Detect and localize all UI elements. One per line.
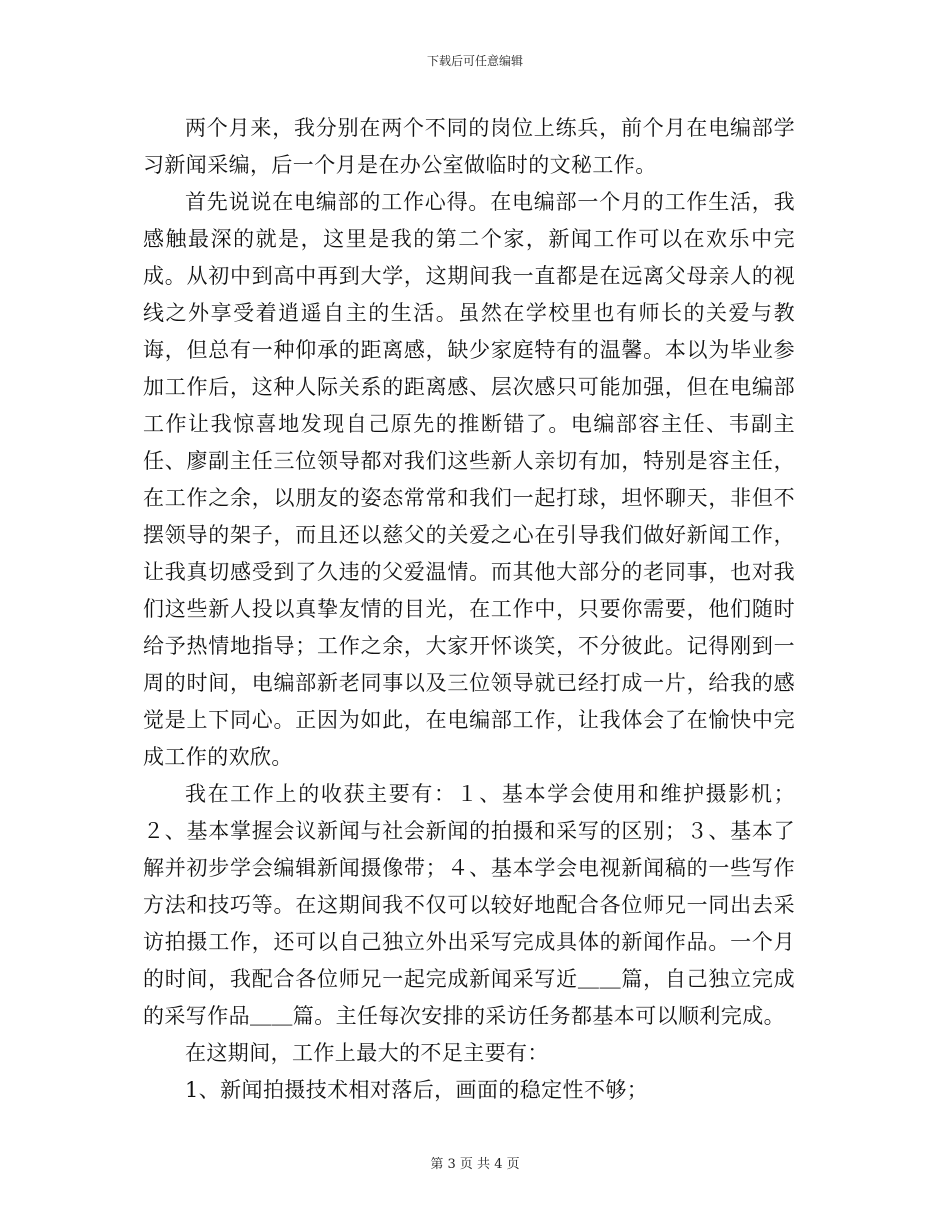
page-footer: 第 3 页 共 4 页 xyxy=(430,1157,520,1172)
paragraph-shortcoming-1: 1、新闻拍摄技术相对落后，画面的稳定性不够； xyxy=(185,1078,649,1102)
paragraph-intro: 两个月来，我分别在两个不同的岗位上练兵，前个月在电编部学习新闻采编，后一个月是在办公室做临时的文秘工作。 xyxy=(143,116,795,177)
paragraph-gains: 我在工作上的收获主要有：１、基本学会使用和维护摄影机；２、基本掌握会议新闻与社会新闻的拍摄和采写的区别；３、基本了解并初步学会编辑新闻摄像带；４、基本学会电视新闻稿的一些写作方法和技巧等。在这期间我不仅可以较好地配合各位师兄一同出去采访拍摄工作，还可以自己独立外出采写完成具体的新闻作品。一个月的时间，我配合各位师兄一起完成新闻采写近＿＿篇，自己独立完成的采写作品＿＿篇。主任每次安排的采访任务都基本可以顺利完成。 xyxy=(143,782,795,1028)
document-body xyxy=(143,110,795,1109)
paragraph-shortcomings-heading: 在这期间，工作上最大的不足主要有： xyxy=(185,1041,549,1065)
page-header: 下载后可任意编辑 xyxy=(426,54,523,68)
paragraph-work-experience: 首先说说在电编部的工作心得。在电编部一个月的工作生活，我感触最深的就是，这里是我的第二个家，新闻工作可以在欢乐中完成。从初中到高中再到大学，这期间我一直都是在远离父母亲人的视线之外享受着逍遥自主的生活。虽然在学校里也有师长的关爱与教诲，但总有一种仰承的距离感，缺少家庭特有的温馨。本以为毕业参加工作后，这种人际关系的距离感、层次感只可能加强，但在电编部工作让我惊喜地发现自己原先的推断错了。电编部容主任、韦副主任、廖副主任三位领导都对我们这些新人亲切有加，特别是容主任，在工作之余，以朋友的姿态常常和我们一起打球，坦怀聊天，非但不摆领导的架子，而且还以慈父的关爱之心在引导我们做好新闻工作，让我真切感受到了久违的父爱温情。而其他大部分的老同事，也对我们这些新人投以真挚友情的目光，在工作中，只要你需要，他们随时给予热情地指导；工作之余，大家开怀谈笑，不分彼此。记得刚到一周的时间，电编部新老同事以及三位领导就已经打成一片，给我的感觉是上下同心。正因为如此，在电编部工作，让我体会了在愉快中完成工作的欢欣。 xyxy=(143,190,795,769)
